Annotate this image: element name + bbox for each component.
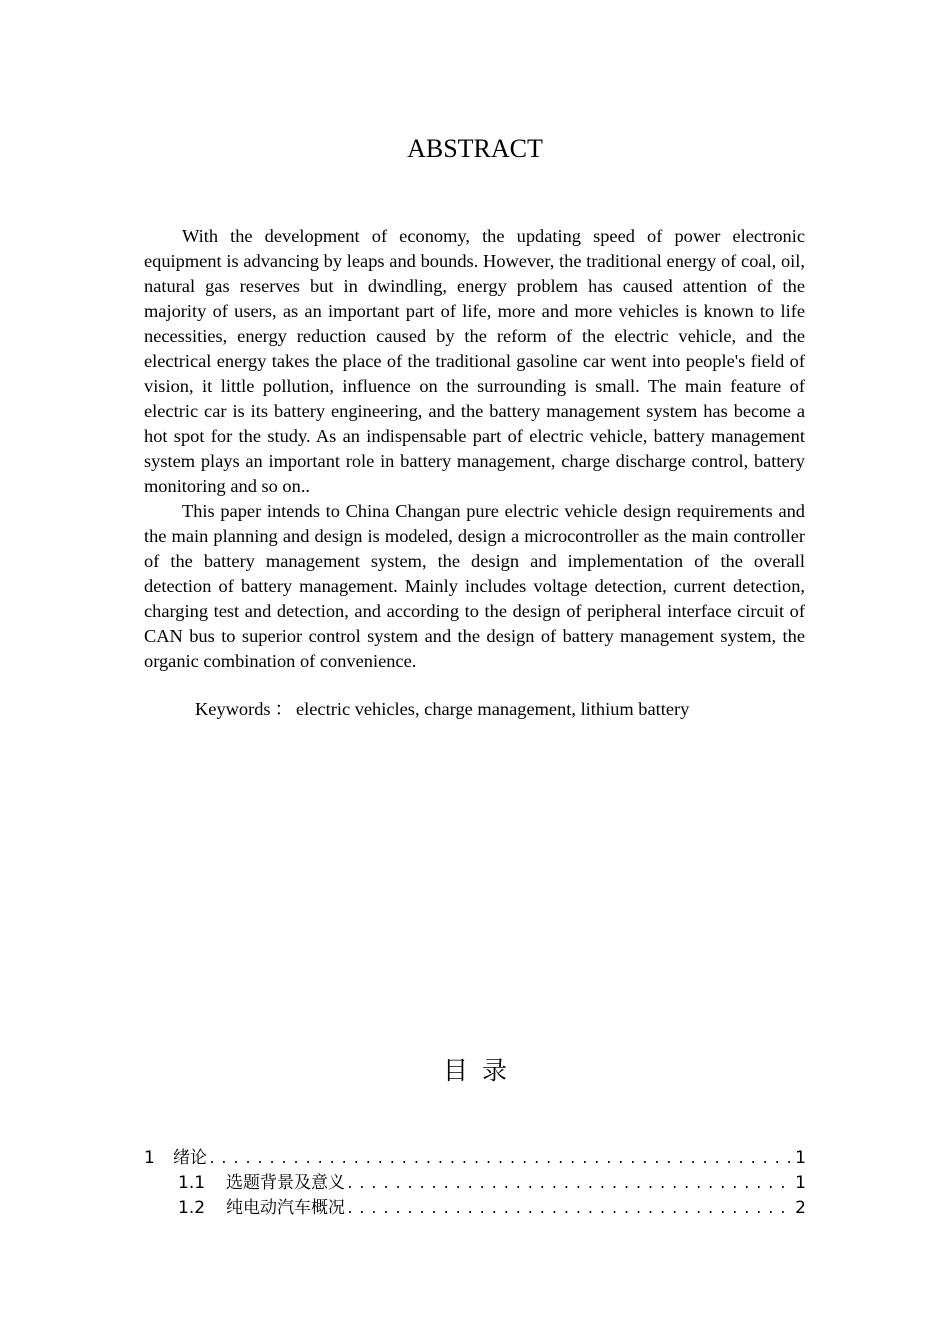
abstract-paragraph: With the development of economy, the updating speed of power electronic equipment is advancing by leaps and bounds. However, the traditional energy of coal, oil, natural gas reserves but in dwindling, energy problem has caused attention of the majority of users, as an important part of life, more and more vehicles is known to life necessities, energy reduction caused by the reform of the electric vehicle, and the electrical energy takes the place of the traditional gasoline car went into people's field of vision, it little pollution, influence on the surrounding is small. The main feature of electric car is its battery engineering, and the battery management system has become a hot spot for the study. As an indispensable part of electric vehicle, battery management system plays an important role in battery management, charge discharge control, battery monitoring and so on.. bbox=[144, 226, 805, 496]
table-of-contents bbox=[144, 1146, 806, 1221]
toc-entry-title: 绪论 bbox=[173, 1148, 207, 1168]
keywords-separator: ： bbox=[274, 699, 293, 719]
toc-entry-page: 2 bbox=[795, 1198, 806, 1218]
toc-entry-number: 1.1 bbox=[178, 1173, 206, 1193]
keywords-line bbox=[195, 697, 689, 722]
toc-entry[interactable] bbox=[144, 1146, 806, 1171]
toc-entry-title: 选题背景及意义 bbox=[226, 1173, 345, 1193]
toc-entry[interactable] bbox=[144, 1196, 806, 1221]
toc-entry-title: 纯电动汽车概况 bbox=[226, 1198, 345, 1218]
abstract-body bbox=[144, 224, 805, 674]
keywords-label: Keywords bbox=[195, 699, 271, 719]
toc-entry-page: 1 bbox=[795, 1148, 806, 1168]
toc-entry-number: 1 bbox=[144, 1148, 155, 1168]
keywords-list: electric vehicles, charge management, lithium battery bbox=[296, 699, 690, 719]
toc-entry-page: 1 bbox=[795, 1173, 806, 1193]
toc-title: 目录 bbox=[442, 1056, 521, 1085]
toc-entry-number: 1.2 bbox=[178, 1198, 206, 1218]
toc-dot-leader bbox=[346, 1197, 794, 1222]
toc-dot-leader bbox=[346, 1172, 794, 1197]
abstract-title: ABSTRACT bbox=[407, 134, 543, 163]
toc-entry[interactable] bbox=[144, 1171, 806, 1196]
toc-dot-leader bbox=[208, 1147, 794, 1172]
abstract-paragraph: This paper intends to China Changan pure electric vehicle design requirements and the main planning and design is modeled, design a microcontroller as the main controller of the battery management system, the design and implementation of the overall detection of battery management. Mainly includes voltage detection, current detection, charging test and detection, and according to the design of peripheral interface circuit of CAN bus to superior control system and the design of battery management system, the organic combination of convenience. bbox=[144, 501, 805, 671]
